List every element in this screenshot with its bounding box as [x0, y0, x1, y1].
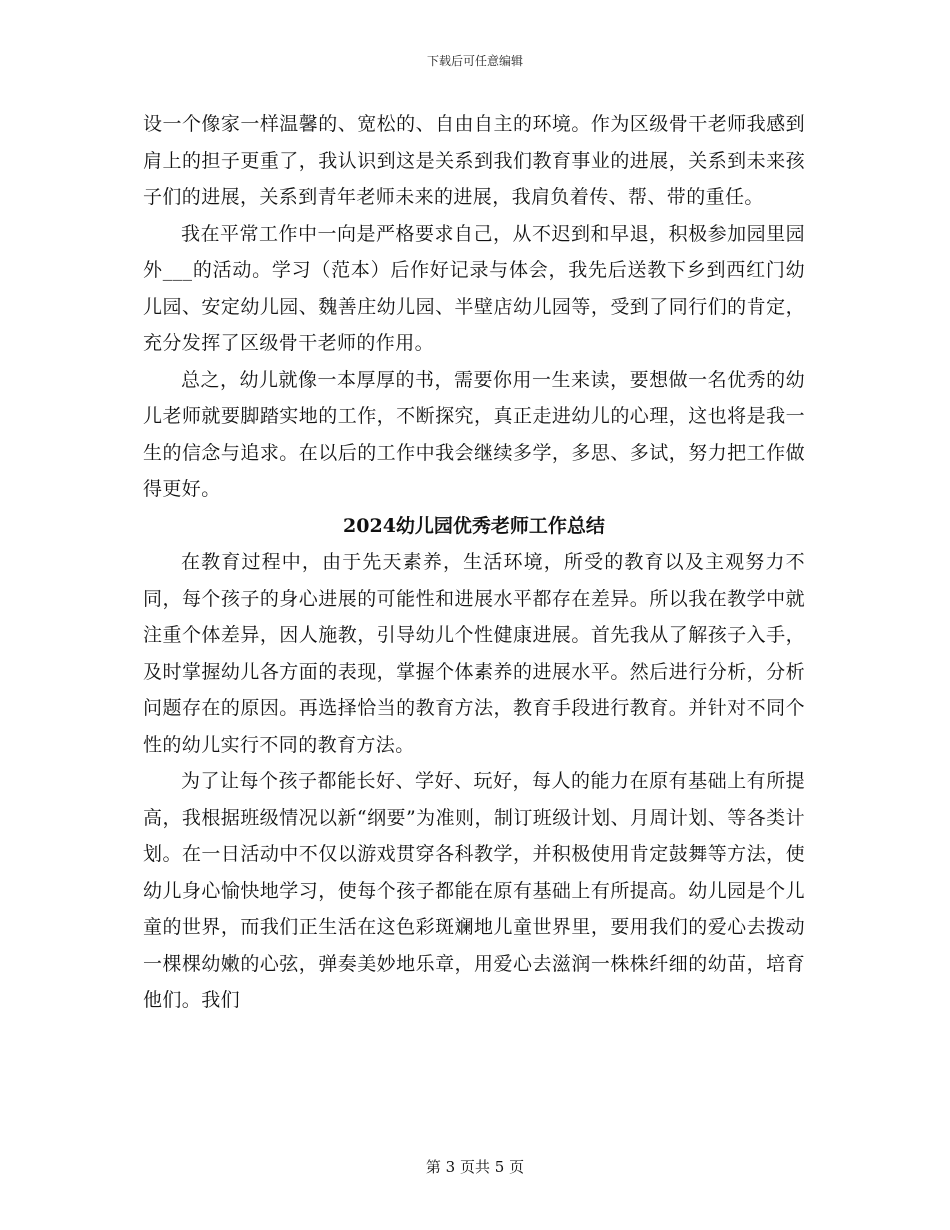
document-body: [143, 106, 805, 1019]
paragraph-planning: 为了让每个孩子都能长好、学好、玩好，每人的能力在原有基础上有所提高，我根据班级情况以新“纲要”为准则，制订班级计划、月周计划、等各类计划。在一日活动中不仅以游戏贯穿各科教学，并积极使用肯定鼓舞等方法，使幼儿身心愉快地学习，使每个孩子都能在原有基础上有所提高。幼儿园是个儿童的世界，而我们正生活在这色彩斑斓地儿童世界里，要用我们的爱心去拨动一棵棵幼嫩的心弦，弹奏美妙地乐章，用爱心去滋润一株株纤细的幼苗，培育他们。我们: [143, 770, 805, 1011]
page-number-footer: 第 3 页共 5 页: [425, 1158, 525, 1176]
paragraph-conclusion: 总之，幼儿就像一本厚厚的书，需要你用一生来读，要想做一名优秀的幼儿老师就要脚踏实地的工作，不断探究，真正走进幼儿的心理，这也将是我一生的信念与追求。在以后的工作中我会继续多学，多思、多试，努力把工作做得更好。: [143, 368, 805, 500]
section-title: 2024幼儿园优秀老师工作总结: [343, 514, 605, 537]
paragraph-individual-differences: 在教育过程中，由于先天素养，生活环境，所受的教育以及主观努力不同，每个孩子的身心进展的可能性和进展水平都存在差异。所以我在教学中就注重个体差异，因人施教，引导幼儿个性健康进展。首先我从了解孩子入手，及时掌握幼儿各方面的表现，掌握个体素养的进展水平。然后进行分析，分析问题存在的原因。再选择恰当的教育方法，教育手段进行教育。并针对不同个性的幼儿实行不同的教育方法。: [143, 551, 805, 756]
page-header-note: 下载后可任意编辑: [426, 54, 523, 68]
paragraph-continuation: 设一个像家一样温馨的、宽松的、自由自主的环境。作为区级骨干老师我感到肩上的担子更重了，我认识到这是关系到我们教育事业的进展，关系到未来孩子们的进展，关系到青年老师未来的进展，我肩负着传、帮、带的重任。: [143, 113, 805, 208]
paragraph-work-attitude: 我在平常工作中一向是严格要求自己，从不迟到和早退，积极参加园里园外___的活动。学习（范本）后作好记录与体会，我先后送教下乡到西红门幼儿园、安定幼儿园、魏善庄幼儿园、半壁店幼儿园等，受到了同行们的肯定，充分发挥了区级骨干老师的作用。: [143, 222, 805, 354]
